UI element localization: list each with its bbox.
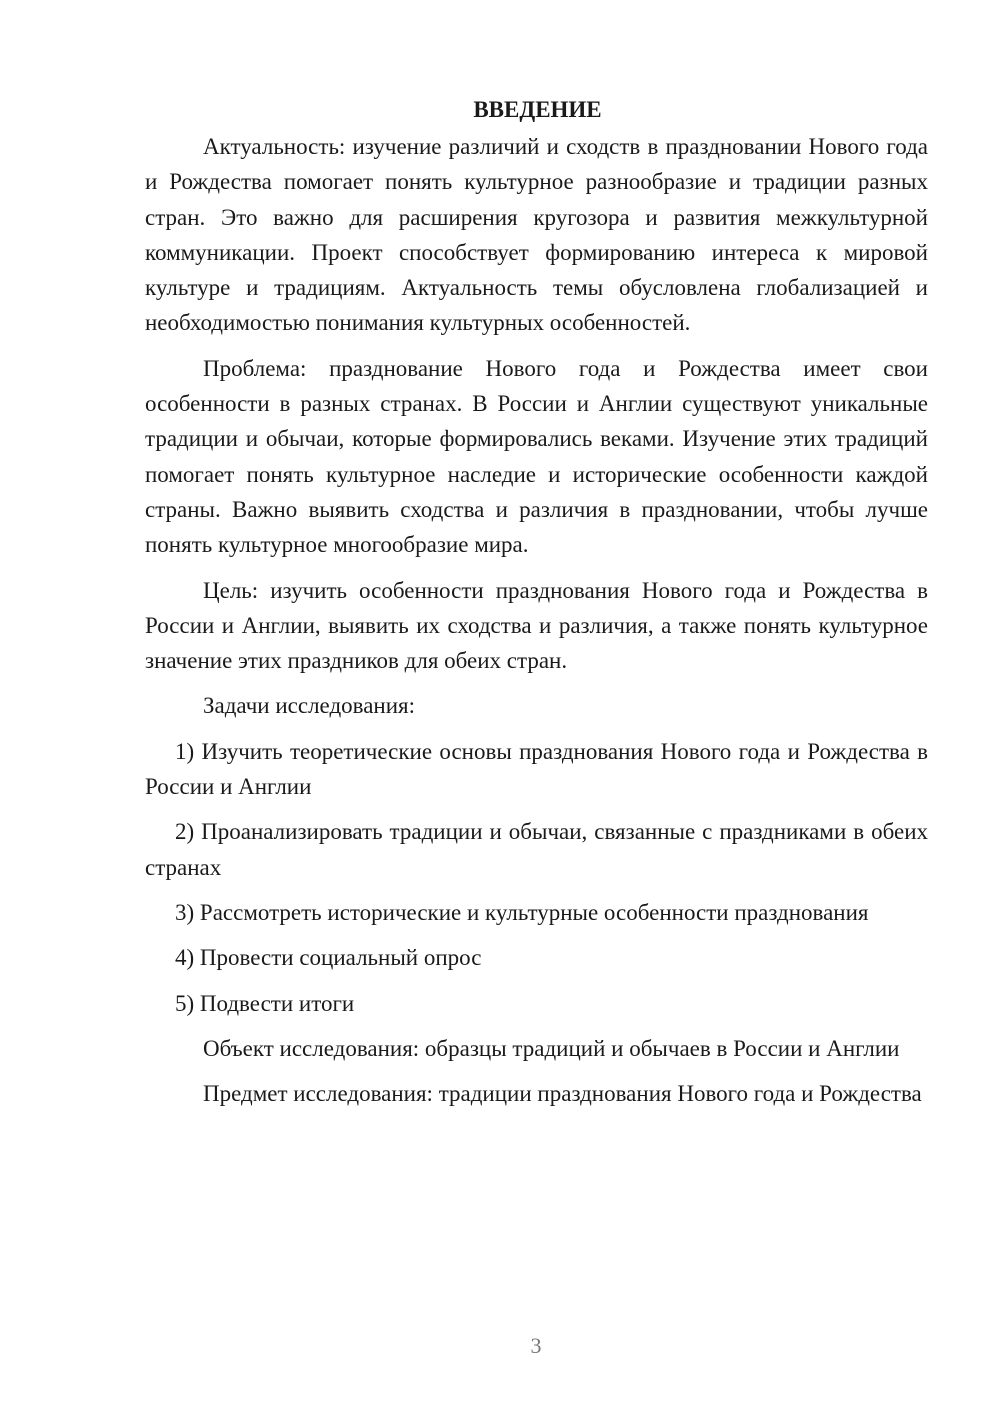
paragraph-problem: Проблема: празднование Нового года и Рождества имеет свои особенности в разных странах. В России и Англии существуют уникальные традиции и обычаи, которые формировались веками. Изучение этих традиций помогает понять культурное наследие и исторические особенности каждой страны. Важно выявить сходства и различия в праздновании, чтобы лучше понять культурное многообразие мира. — [145, 355, 928, 558]
section-title: ВВЕДЕНИЕ — [473, 97, 602, 122]
paragraph-relevance: Актуальность: изучение различий и сходств в праздновании Нового года и Рождества помогает понять культурное разнообразие и традиции разных стран. Это важно для расширения кругозора и развития межкультурной коммуникации. Проект способствует формированию интереса к мировой культуре и традициям. Актуальность темы обусловлена глобализацией и необходимостью понимания культурных особенностей. — [145, 134, 928, 336]
task-item-2: 2) Проанализировать традиции и обычаи, связанные с праздниками в обеих странах — [145, 819, 928, 880]
paragraph-goal: Цель: изучить особенности празднования Нового года и Рождества в России и Англии, выявить их сходства и различия, а также понять культурное значение этих праздников для обеих стран. — [145, 577, 928, 674]
page-number: 3 — [530, 1333, 542, 1358]
paragraph-object: Объект исследования: образцы традиций и обычаев в России и Англии — [203, 1035, 900, 1061]
document-page — [145, 92, 928, 1111]
task-item-3: 3) Рассмотреть исторические и культурные особенности празднования — [175, 899, 869, 925]
task-item-1: 1) Изучить теоретические основы празднования Нового года и Рождества в России и Англии — [145, 738, 928, 800]
task-item-5: 5) Подвести итоги — [175, 990, 355, 1016]
tasks-heading: Задачи исследования: — [203, 693, 416, 719]
task-item-4: 4) Провести социальный опрос — [175, 945, 482, 971]
paragraph-subject: Предмет исследования: традиции празднования Нового года и Рождества — [203, 1081, 922, 1107]
